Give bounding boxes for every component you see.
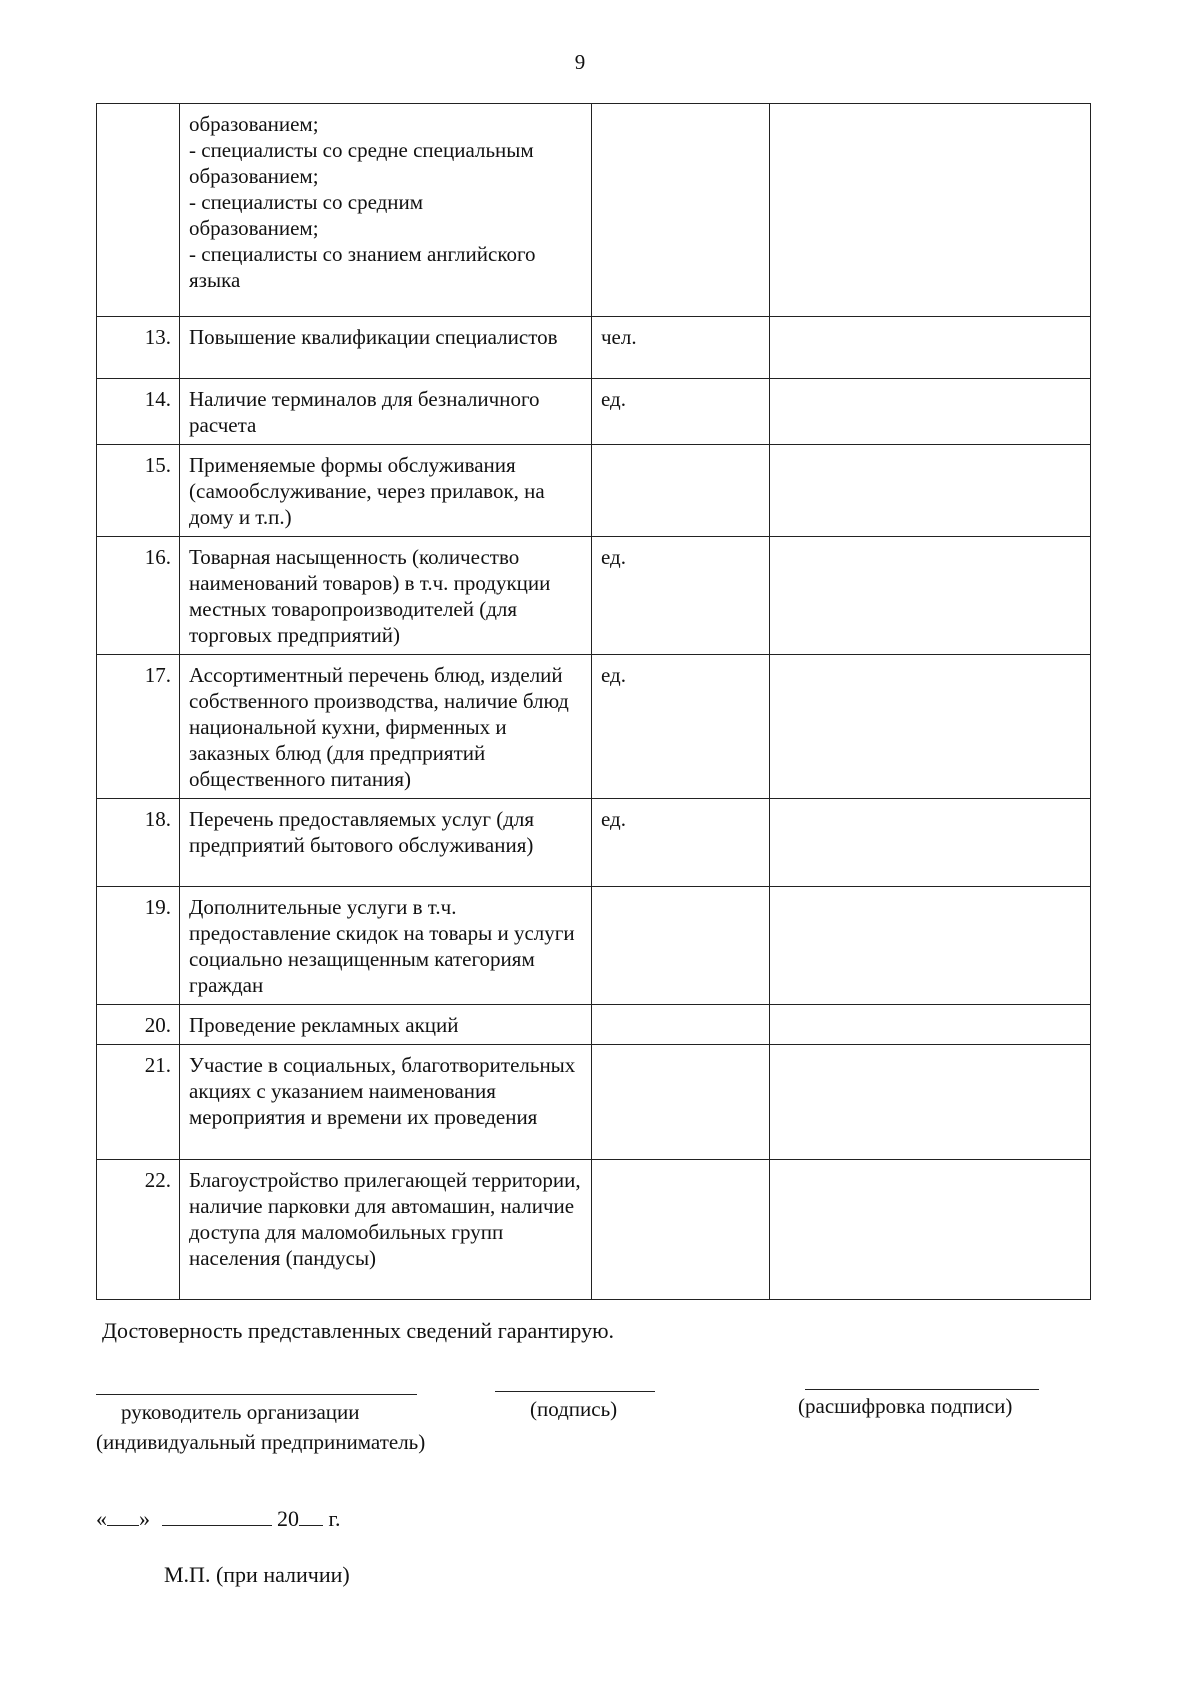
guarantee-statement: Достоверность представленных сведений гарантирую. — [102, 1318, 615, 1343]
table-row — [97, 379, 1091, 445]
indicator-name-cell: Товарная насыщенность (количество наименований товаров) в т.ч. продукции местных товаропроизводителей (для торговых предприятий) — [180, 537, 592, 655]
table-row — [97, 1005, 1091, 1045]
position-label-secondary: (индивидуальный предприниматель) — [96, 1430, 426, 1454]
table-row — [97, 317, 1091, 379]
unit-cell: ед. — [592, 655, 770, 799]
value-cell[interactable] — [770, 1045, 1091, 1160]
indicator-text-line: - специалисты со знанием английского — [189, 242, 536, 266]
indicator-text-line: - специалисты со средним — [189, 190, 424, 214]
value-cell[interactable] — [770, 445, 1091, 537]
signature-decoding-line[interactable] — [805, 1389, 1039, 1390]
indicator-text-line: - специалисты со средне специальным — [189, 138, 534, 162]
row-number-cell: 17. — [97, 655, 180, 799]
position-signature-line[interactable] — [96, 1394, 417, 1395]
date-day-blank[interactable] — [107, 1505, 139, 1526]
value-cell[interactable] — [770, 317, 1091, 379]
row-number-cell: 19. — [97, 887, 180, 1005]
unit-cell — [592, 1160, 770, 1300]
unit-cell: чел. — [592, 317, 770, 379]
value-cell[interactable] — [770, 379, 1091, 445]
indicator-name-cell: Дополнительные услуги в т.ч. предоставление скидок на товары и услуги социально незащищенным категориям граждан — [180, 887, 592, 1005]
indicator-name-cell: Благоустройство прилегающей территории, наличие парковки для автомашин, наличие доступа для маломобильных групп населения (пандусы) — [180, 1160, 592, 1300]
table-row — [97, 887, 1091, 1005]
row-number-cell: 22. — [97, 1160, 180, 1300]
table-row — [97, 655, 1091, 799]
position-label: руководитель организации — [121, 1400, 360, 1424]
indicator-name-cell: Ассортиментный перечень блюд, изделий собственного производства, наличие блюд национальной кухни, фирменных и заказных блюд (для предприятий общественного питания) — [180, 655, 592, 799]
stamp-placeholder: М.П. (при наличии) — [164, 1562, 350, 1587]
row-number-cell: 21. — [97, 1045, 180, 1160]
value-cell[interactable] — [770, 655, 1091, 799]
unit-cell: ед. — [592, 537, 770, 655]
date-field — [96, 1505, 341, 1532]
signature-decoding-label: (расшифровка подписи) — [798, 1394, 1013, 1418]
indicator-name-cell — [180, 104, 592, 317]
value-cell[interactable] — [770, 887, 1091, 1005]
row-number-cell — [97, 104, 180, 317]
table-row — [97, 799, 1091, 887]
table-row — [97, 104, 1091, 317]
indicator-name-cell: Повышение квалификации специалистов — [180, 317, 592, 379]
indicator-text-line: языка — [189, 268, 241, 292]
table-row — [97, 1045, 1091, 1160]
indicator-name-cell: Участие в социальных, благотворительных акциях с указанием наименования мероприятия и времени их проведения — [180, 1045, 592, 1160]
unit-cell — [592, 1005, 770, 1045]
date-year-blank[interactable] — [299, 1505, 323, 1526]
indicator-name-cell: Перечень предоставляемых услуг (для предприятий бытового обслуживания) — [180, 799, 592, 887]
row-number-cell: 18. — [97, 799, 180, 887]
row-number-cell: 15. — [97, 445, 180, 537]
indicator-name-cell: Применяемые формы обслуживания (самообслуживание, через прилавок, на дому и т.п.) — [180, 445, 592, 537]
unit-cell — [592, 104, 770, 317]
unit-cell: ед. — [592, 799, 770, 887]
value-cell[interactable] — [770, 1160, 1091, 1300]
indicator-text-line: образованием; — [189, 164, 319, 188]
unit-cell — [592, 887, 770, 1005]
unit-cell — [592, 1045, 770, 1160]
indicators-table — [96, 103, 1091, 1300]
row-number-cell: 16. — [97, 537, 180, 655]
indicator-text-line: образованием; — [189, 112, 319, 136]
date-open-quote: « — [96, 1506, 107, 1531]
value-cell[interactable] — [770, 104, 1091, 317]
signature-line[interactable] — [495, 1391, 655, 1392]
date-year-prefix: 20 — [277, 1506, 299, 1531]
value-cell[interactable] — [770, 1005, 1091, 1045]
table-row — [97, 537, 1091, 655]
row-number-cell: 14. — [97, 379, 180, 445]
row-number-cell: 20. — [97, 1005, 180, 1045]
indicator-name-cell: Наличие терминалов для безналичного расчета — [180, 379, 592, 445]
value-cell[interactable] — [770, 799, 1091, 887]
row-number-cell: 13. — [97, 317, 180, 379]
signature-label: (подпись) — [530, 1397, 618, 1421]
table-row — [97, 445, 1091, 537]
date-month-blank[interactable] — [162, 1505, 272, 1526]
date-year-suffix: г. — [328, 1506, 341, 1531]
date-close-quote: » — [139, 1506, 150, 1531]
unit-cell — [592, 445, 770, 537]
unit-cell: ед. — [592, 379, 770, 445]
indicator-text-line: образованием; — [189, 216, 319, 240]
value-cell[interactable] — [770, 537, 1091, 655]
table-row — [97, 1160, 1091, 1300]
page-number: 9 — [574, 50, 586, 74]
indicator-name-cell: Проведение рекламных акций — [180, 1005, 592, 1045]
